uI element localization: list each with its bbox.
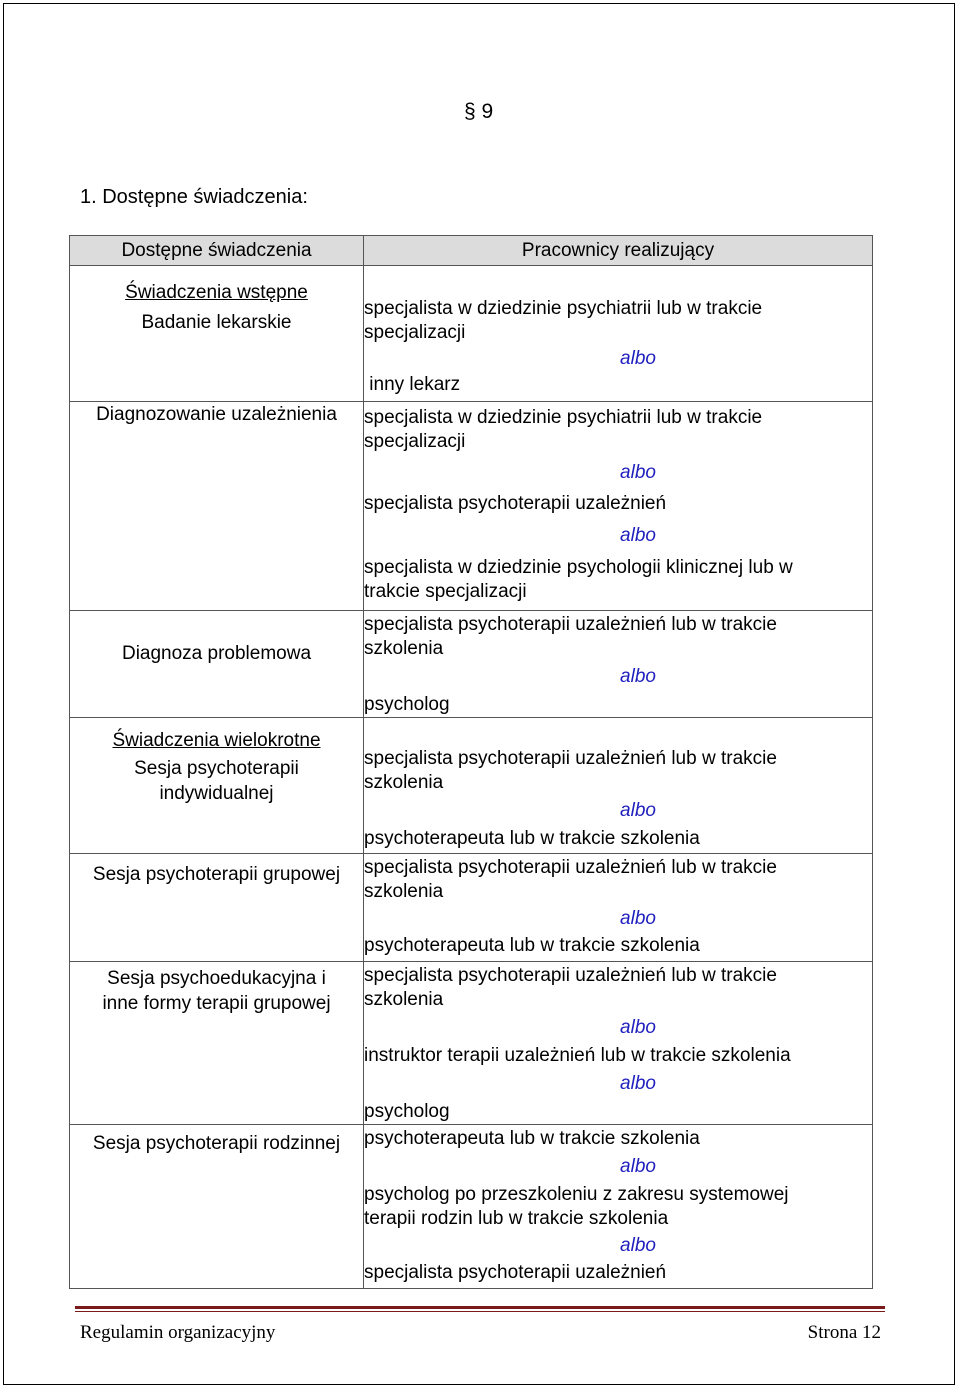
table-row xyxy=(70,402,873,611)
group-label-multi: Świadczenia wielokrotne xyxy=(112,730,321,751)
service-name: Diagnozowanie uzależnienia xyxy=(96,404,337,425)
albo-separator: albo xyxy=(620,1017,656,1038)
header-workers: Pracownicy realizujący xyxy=(364,236,873,266)
table-row xyxy=(70,266,873,402)
albo-separator: albo xyxy=(620,800,656,821)
worker-text: trakcie specjalizacji xyxy=(364,581,527,602)
worker-text: szkolenia xyxy=(364,638,444,659)
albo-separator: albo xyxy=(620,348,656,369)
worker-text: inny lekarz xyxy=(364,374,461,395)
worker-text: psycholog po przeszkoleniu z zakresu systemowej xyxy=(364,1184,789,1205)
service-cell xyxy=(70,266,364,402)
table-row xyxy=(70,962,873,1125)
worker-text: terapii rodzin lub w trakcie szkolenia xyxy=(364,1208,669,1229)
footer-rule-thick xyxy=(75,1306,885,1309)
worker-text: specjalizacji xyxy=(364,322,466,343)
albo-separator: albo xyxy=(620,666,656,687)
header-services: Dostępne świadczenia xyxy=(70,236,364,266)
workers-cell xyxy=(364,854,873,962)
service-cell xyxy=(70,1125,364,1289)
workers-cell xyxy=(364,718,873,854)
service-name: Diagnoza problemowa xyxy=(121,643,312,664)
service-name: indywidualnej xyxy=(159,783,274,804)
albo-separator: albo xyxy=(620,1073,656,1094)
worker-text: specjalista psychoterapii uzależnień lub w trakcie xyxy=(364,748,777,769)
albo-separator: albo xyxy=(620,525,656,546)
service-cell xyxy=(70,402,364,611)
service-name: Sesja psychoterapii xyxy=(134,758,299,779)
workers-cell xyxy=(364,402,873,611)
footer-rule-thin xyxy=(75,1311,885,1312)
worker-text: szkolenia xyxy=(364,772,444,793)
workers-cell xyxy=(364,962,873,1125)
service-name: inne formy terapii grupowej xyxy=(102,993,331,1014)
service-name: Sesja psychoterapii rodzinnej xyxy=(92,1133,341,1154)
worker-text: psychoterapeuta lub w trakcie szkolenia xyxy=(364,935,700,956)
albo-separator: albo xyxy=(620,1156,656,1177)
workers-cell xyxy=(364,1125,873,1289)
worker-text: szkolenia xyxy=(364,881,444,902)
service-cell xyxy=(70,854,364,962)
worker-text: specjalizacji xyxy=(364,431,466,452)
worker-text: psycholog xyxy=(364,1101,450,1122)
footer-page-number: Strona 12 xyxy=(807,1322,881,1343)
worker-text: instruktor terapii uzależnień lub w trakcie szkolenia xyxy=(364,1045,791,1066)
albo-separator: albo xyxy=(620,462,656,483)
service-cell xyxy=(70,611,364,718)
worker-text: specjalista psychoterapii uzależnień lub w trakcie xyxy=(364,965,777,986)
worker-text: specjalista w dziedzinie psychologii klinicznej lub w xyxy=(364,557,793,578)
table-header-row xyxy=(70,236,873,266)
service-name: Sesja psychoedukacyjna i xyxy=(107,968,326,989)
worker-text: specjalista w dziedzinie psychiatrii lub w trakcie xyxy=(364,407,763,428)
group-label-initial: Świadczenia wstępne xyxy=(125,282,308,303)
worker-text: specjalista psychoterapii uzależnień xyxy=(364,493,667,514)
footer-document-title: Regulamin organizacyjny xyxy=(80,1322,276,1343)
worker-text: psycholog xyxy=(364,694,450,715)
albo-separator: albo xyxy=(620,908,656,929)
table-row xyxy=(70,1125,873,1289)
section-number: § 9 xyxy=(464,100,494,123)
section-heading: 1. Dostępne świadczenia: xyxy=(80,186,308,208)
workers-cell xyxy=(364,266,873,402)
worker-text: specjalista psychoterapii uzależnień lub w trakcie xyxy=(364,614,777,635)
worker-text: specjalista psychoterapii uzależnień xyxy=(364,1262,667,1283)
workers-cell xyxy=(364,611,873,718)
service-name: Sesja psychoterapii grupowej xyxy=(92,864,341,885)
services-table xyxy=(69,235,873,1289)
table-row xyxy=(70,854,873,962)
service-name: Badanie lekarskie xyxy=(141,312,292,333)
worker-text: psychoterapeuta lub w trakcie szkolenia xyxy=(364,1128,700,1149)
table-row xyxy=(70,611,873,718)
worker-text: szkolenia xyxy=(364,989,444,1010)
service-cell xyxy=(70,962,364,1125)
service-cell xyxy=(70,718,364,854)
albo-separator: albo xyxy=(620,1235,656,1256)
worker-text: specjalista w dziedzinie psychiatrii lub w trakcie xyxy=(364,298,763,319)
table-row xyxy=(70,718,873,854)
worker-text: psychoterapeuta lub w trakcie szkolenia xyxy=(364,828,700,849)
worker-text: specjalista psychoterapii uzależnień lub w trakcie xyxy=(364,857,777,878)
